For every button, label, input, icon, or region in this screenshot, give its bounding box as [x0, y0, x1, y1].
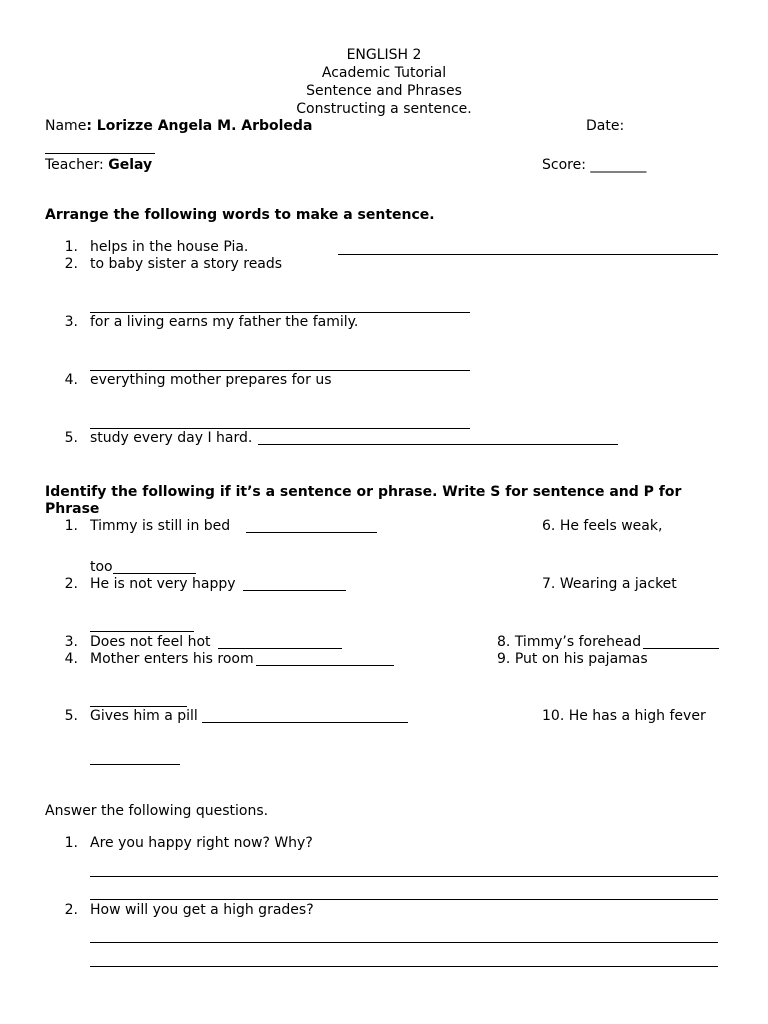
answer-line[interactable] — [218, 648, 342, 649]
item-number: 2. — [64, 902, 78, 918]
date-blank[interactable] — [45, 153, 155, 154]
question-2: How will you get a high grades? — [90, 902, 314, 918]
answer-line[interactable] — [90, 876, 718, 877]
answer-line[interactable] — [90, 706, 187, 707]
arrange-item-4: everything mother prepares for us — [90, 372, 332, 388]
item-number: 1. — [64, 835, 78, 851]
answer-line[interactable] — [90, 631, 194, 632]
worksheet-topic: Sentence and Phrases — [306, 83, 462, 99]
section3-instruction: Answer the following questions. — [45, 803, 269, 819]
identify-item-3: Does not feel hot — [90, 634, 211, 650]
item-text: Timmy’s forehead — [514, 634, 642, 650]
arrange-item-5: study every day I hard. — [90, 430, 253, 446]
item-number: 5. — [64, 430, 78, 446]
arrange-item-2: to baby sister a story reads — [90, 256, 283, 272]
answer-line[interactable] — [338, 254, 718, 255]
worksheet-subject: ENGLISH 2 — [346, 47, 422, 63]
answer-line[interactable] — [90, 764, 180, 765]
item-text: Put on his pajamas — [514, 651, 648, 667]
question-1: Are you happy right now? Why? — [90, 835, 313, 851]
teacher-label: Teacher: — [45, 157, 109, 173]
name-label: Name — [45, 118, 87, 134]
answer-line[interactable] — [243, 590, 346, 591]
identify-item-5: Gives him a pill — [90, 708, 198, 724]
item-number: 2. — [64, 576, 78, 592]
section2-instruction: Identify the following if it’s a sentence or phrase. Write S for sentence and P for Phrase — [45, 484, 682, 517]
teacher-field — [45, 157, 152, 174]
item-number: 1. — [64, 239, 78, 255]
item-number: 4. — [64, 651, 78, 667]
answer-line[interactable] — [202, 722, 408, 723]
answer-line[interactable] — [90, 966, 718, 967]
item-number: 9. — [497, 651, 511, 667]
item-number: 2. — [64, 256, 78, 272]
item-text: Wearing a jacket — [559, 576, 677, 592]
answer-line[interactable] — [256, 665, 394, 666]
student-name: : Lorizze Angela M. Arboleda — [86, 118, 313, 134]
answer-line[interactable] — [113, 573, 196, 574]
answer-line[interactable] — [90, 942, 718, 943]
answer-line[interactable] — [90, 312, 470, 313]
item-text: He has a high fever — [568, 708, 706, 724]
identify-item-8 — [497, 634, 641, 651]
answer-line[interactable] — [246, 532, 377, 533]
identify-item-2: He is not very happy — [90, 576, 236, 592]
identify-item-9 — [497, 651, 648, 668]
answer-line[interactable] — [643, 648, 719, 649]
answer-line[interactable] — [258, 444, 618, 445]
worksheet-type: Academic Tutorial — [321, 65, 447, 81]
identify-item-6 — [542, 518, 662, 535]
item-number: 3. — [64, 314, 78, 330]
identify-item-7 — [542, 576, 677, 593]
date-label: Date: — [586, 118, 625, 134]
answer-line[interactable] — [90, 370, 470, 371]
item-number: 10. — [542, 708, 565, 724]
worksheet-title: Constructing a sentence. — [296, 101, 472, 117]
item-number: 3. — [64, 634, 78, 650]
score-field[interactable]: Score: ________ — [542, 157, 647, 173]
identify-item-1: Timmy is still in bed — [90, 518, 231, 534]
section1-instruction: Arrange the following words to make a sentence. — [45, 207, 435, 223]
identify-item-4: Mother enters his room — [90, 651, 254, 667]
name-field — [45, 118, 312, 135]
item-number: 1. — [64, 518, 78, 534]
identify-item-6-continued: too — [90, 559, 113, 575]
item-text: He feels weak, — [559, 518, 663, 534]
arrange-item-1: helps in the house Pia. — [90, 239, 249, 255]
arrange-item-3: for a living earns my father the family. — [90, 314, 359, 330]
item-number: 4. — [64, 372, 78, 388]
teacher-name: Gelay — [108, 157, 153, 173]
item-number: 8. — [497, 634, 511, 650]
identify-item-10 — [542, 708, 706, 725]
answer-line[interactable] — [90, 428, 470, 429]
answer-line[interactable] — [90, 899, 718, 900]
item-number: 7. — [542, 576, 556, 592]
item-number: 6. — [542, 518, 556, 534]
item-number: 5. — [64, 708, 78, 724]
